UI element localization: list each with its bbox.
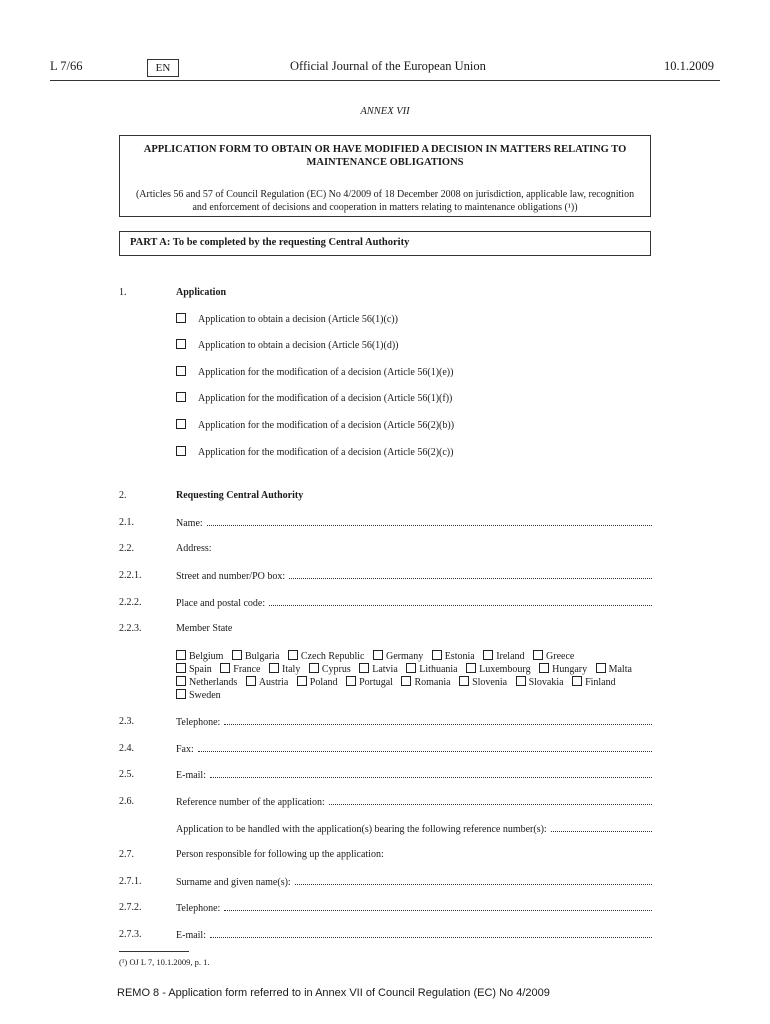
field-label: Surname and given name(s):: [176, 877, 291, 888]
section-2-number: 2.: [119, 490, 127, 501]
fax-input[interactable]: [198, 743, 652, 752]
member-state-option[interactable]: [176, 650, 223, 663]
state-label: Austria: [258, 677, 289, 688]
person-telephone-field[interactable]: [176, 902, 652, 914]
member-state-option[interactable]: [539, 663, 587, 676]
field-label: E-mail:: [176, 770, 206, 781]
language-badge: EN: [147, 59, 179, 77]
related-reference-input[interactable]: [551, 823, 652, 832]
checkbox[interactable]: [401, 676, 411, 686]
member-state-option[interactable]: [572, 676, 616, 689]
place-field[interactable]: [176, 597, 652, 609]
application-option[interactable]: [176, 446, 453, 458]
application-option[interactable]: [176, 313, 398, 325]
state-label: Greece: [546, 651, 575, 662]
state-label: Netherlands: [189, 677, 238, 688]
state-label: Poland: [309, 677, 338, 688]
field-number: 2.2.1.: [119, 570, 142, 581]
application-option[interactable]: [176, 419, 454, 431]
street-input[interactable]: [289, 570, 652, 579]
field-number: 2.2.3.: [119, 623, 142, 634]
field-number: 2.3.: [119, 716, 134, 727]
checkbox[interactable]: [176, 676, 186, 686]
member-state-option[interactable]: [459, 676, 507, 689]
form-subtitle: (Articles 56 and 57 of Council Regulation (EC) No 4/2009 of 18 December 2008 on jurisdiction, applicable law, recognition and enforcement of decisions and cooperation in matters relating to maintenance obligations (¹)): [135, 189, 635, 213]
state-label: Slovenia: [472, 677, 508, 688]
option-label: Application for the modification of a decision (Article 56(1)(e)): [198, 367, 454, 378]
member-state-option[interactable]: [309, 663, 351, 676]
application-option[interactable]: [176, 339, 399, 351]
application-option[interactable]: [176, 392, 452, 404]
section-1-title: Application: [176, 287, 227, 298]
checkbox[interactable]: [572, 676, 582, 686]
field-number: 2.4.: [119, 743, 134, 754]
fax-field[interactable]: [176, 743, 652, 755]
state-label: Portugal: [359, 677, 393, 688]
option-label: Application for the modification of a decision (Article 56(2)(b)): [198, 420, 455, 431]
telephone-input[interactable]: [224, 716, 652, 725]
state-label: Latvia: [372, 664, 398, 675]
member-state-option[interactable]: [406, 663, 457, 676]
checkbox[interactable]: [596, 663, 606, 673]
option-label: Application for the modification of a decision (Article 56(1)(f)): [198, 393, 453, 404]
state-label: Malta: [608, 664, 632, 675]
section-2-title: Requesting Central Authority: [176, 490, 304, 501]
member-state-option[interactable]: [269, 663, 300, 676]
footnote: (¹) OJ L 7, 10.1.2009, p. 1.: [119, 957, 210, 967]
member-state-option[interactable]: [483, 650, 524, 663]
state-label: Slovakia: [528, 677, 564, 688]
application-option[interactable]: [176, 366, 453, 378]
email-input[interactable]: [210, 769, 652, 778]
state-label: Cyprus: [321, 664, 351, 675]
place-input[interactable]: [269, 597, 652, 606]
member-state-option[interactable]: [176, 676, 237, 689]
field-label: Telephone:: [176, 717, 221, 728]
member-state-option[interactable]: [246, 676, 288, 689]
checkbox[interactable]: [406, 663, 416, 673]
page-reference: L 7/66: [50, 59, 83, 73]
checkbox[interactable]: [176, 689, 186, 699]
field-label: Street and number/PO box:: [176, 571, 286, 582]
state-label: Lithuania: [419, 664, 458, 675]
footnote-rule: [119, 951, 189, 952]
member-state-option[interactable]: [359, 663, 398, 676]
checkbox[interactable]: [176, 446, 186, 456]
field-number: 2.7.: [119, 849, 134, 860]
state-label: Ireland: [496, 651, 525, 662]
field-number: 2.7.2.: [119, 902, 142, 913]
checkbox[interactable]: [176, 313, 186, 323]
member-state-label: Member State: [176, 623, 233, 634]
surname-input[interactable]: [295, 876, 652, 885]
issue-date: 10.1.2009: [664, 59, 714, 73]
checkbox[interactable]: [232, 650, 242, 660]
state-label: Romania: [414, 677, 451, 688]
state-label: France: [233, 664, 261, 675]
option-label: Application to obtain a decision (Article 56(1)(d)): [198, 340, 399, 351]
checkbox[interactable]: [459, 676, 469, 686]
field-number: 2.1.: [119, 517, 134, 528]
field-label: Telephone:: [176, 903, 221, 914]
person-label: Person responsible for following up the application:: [176, 849, 384, 860]
checkbox[interactable]: [539, 663, 549, 673]
form-title-box: [119, 135, 651, 217]
field-number: 2.6.: [119, 796, 134, 807]
related-reference-field[interactable]: [176, 823, 652, 835]
journal-title: Official Journal of the European Union: [290, 59, 486, 73]
member-state-option[interactable]: [533, 650, 574, 663]
member-state-option[interactable]: [346, 676, 393, 689]
checkbox[interactable]: [359, 663, 369, 673]
checkbox[interactable]: [466, 663, 476, 673]
checkbox[interactable]: [373, 650, 383, 660]
checkbox[interactable]: [309, 663, 319, 673]
checkbox[interactable]: [533, 650, 543, 660]
checkbox[interactable]: [176, 663, 186, 673]
field-label: Application to be handled with the application(s) bearing the following reference number(s):: [176, 824, 547, 835]
checkbox[interactable]: [432, 650, 442, 660]
field-number: 2.2.2.: [119, 597, 142, 608]
member-state-option[interactable]: [176, 663, 212, 676]
person-email-field[interactable]: [176, 929, 652, 941]
state-label: Italy: [282, 664, 301, 675]
member-state-option[interactable]: [373, 650, 423, 663]
document-footer: REMO 8 - Application form referred to in Annex VII of Council Regulation (EC) No 4/2009: [117, 987, 550, 999]
member-state-option[interactable]: [232, 650, 279, 663]
field-label: Reference number of the application:: [176, 797, 325, 808]
section-1-number: 1.: [119, 287, 127, 298]
checkbox[interactable]: [176, 650, 186, 660]
option-label: Application to obtain a decision (Article 56(1)(c)): [198, 314, 398, 325]
state-label: Belgium: [189, 651, 224, 662]
checkbox[interactable]: [269, 663, 279, 673]
field-number: 2.7.1.: [119, 876, 142, 887]
field-number: 2.5.: [119, 769, 134, 780]
checkbox[interactable]: [516, 676, 526, 686]
field-number: 2.7.3.: [119, 929, 142, 940]
state-label: Bulgaria: [244, 651, 280, 662]
member-state-option[interactable]: [297, 676, 338, 689]
annex-label: ANNEX VII: [360, 106, 410, 117]
checkbox[interactable]: [176, 392, 186, 402]
member-state-option[interactable]: [288, 650, 365, 663]
checkbox[interactable]: [288, 650, 298, 660]
person-email-input[interactable]: [210, 929, 652, 938]
checkbox[interactable]: [483, 650, 493, 660]
state-label: Spain: [189, 664, 212, 675]
state-label: Germany: [385, 651, 424, 662]
state-label: Finland: [585, 677, 616, 688]
part-a-box: [119, 231, 651, 256]
member-state-options: [176, 650, 656, 702]
name-field[interactable]: [176, 517, 652, 529]
checkbox[interactable]: [176, 339, 186, 349]
option-label: Application for the modification of a decision (Article 56(2)(c)): [198, 447, 454, 458]
checkbox[interactable]: [297, 676, 307, 686]
person-telephone-input[interactable]: [224, 902, 652, 911]
state-label: Luxembourg: [479, 664, 531, 675]
checkbox[interactable]: [346, 676, 356, 686]
checkbox[interactable]: [176, 419, 186, 429]
checkbox[interactable]: [220, 663, 230, 673]
field-label: Name:: [176, 518, 203, 529]
checkbox[interactable]: [246, 676, 256, 686]
field-label: E-mail:: [176, 930, 206, 941]
checkbox[interactable]: [176, 366, 186, 376]
reference-input[interactable]: [329, 796, 652, 805]
address-label: Address:: [176, 543, 212, 554]
state-label: Czech Republic: [300, 651, 365, 662]
part-a-title: PART A: To be completed by the requesting Central Authority: [130, 237, 410, 248]
member-state-option[interactable]: [516, 676, 564, 689]
street-field[interactable]: [176, 570, 652, 582]
member-state-option[interactable]: [401, 676, 450, 689]
state-label: Estonia: [444, 651, 475, 662]
member-state-option[interactable]: [220, 663, 260, 676]
reference-field[interactable]: [176, 796, 652, 808]
telephone-field[interactable]: [176, 716, 652, 728]
form-title: APPLICATION FORM TO OBTAIN OR HAVE MODIFIED A DECISION IN MATTERS RELATING TO MAINTENANCE OBLIGATIONS: [143, 144, 627, 168]
member-state-option[interactable]: [466, 663, 530, 676]
field-label: Place and postal code:: [176, 598, 266, 609]
name-input[interactable]: [207, 517, 652, 526]
header-rule: [50, 80, 720, 81]
field-number: 2.2.: [119, 543, 134, 554]
field-label: Fax:: [176, 744, 194, 755]
surname-field[interactable]: [176, 876, 652, 888]
email-field[interactable]: [176, 769, 652, 781]
member-state-option[interactable]: [176, 689, 221, 702]
state-label: Sweden: [189, 690, 221, 701]
state-label: Hungary: [552, 664, 588, 675]
member-state-option[interactable]: [432, 650, 475, 663]
member-state-option[interactable]: [596, 663, 632, 676]
